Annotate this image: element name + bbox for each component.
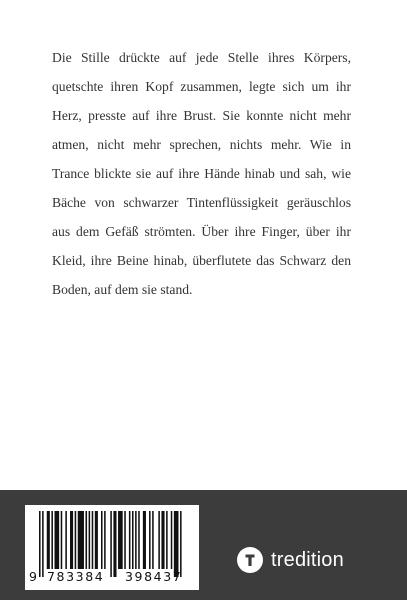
barcode-bar: [42, 511, 44, 577]
barcode-bar: [174, 511, 179, 577]
publisher-name: tredition: [271, 548, 344, 571]
barcode-bar: [118, 511, 123, 569]
barcode-bar: [75, 511, 77, 569]
barcode-bar: [129, 511, 131, 569]
barcode-bar: [89, 511, 91, 569]
barcode-bar: [101, 511, 103, 569]
barcode-bar: [161, 511, 164, 569]
barcode-bar: [171, 511, 173, 569]
isbn-left-group: 783384: [47, 569, 105, 584]
barcode-bar: [152, 511, 154, 569]
barcode-bar: [39, 511, 41, 577]
blurb-text: Die Stille drückte auf jede Stelle ihres Körpers, quetschte ihren Kopf zusammen, legte sich um ihr Herz, presste auf ihre Brust. Sie konnte nicht mehr atmen, nicht mehr sprechen, nichts mehr. Wie in Trance blickte sie auf ihre Hände hinab und sah, wie Bäche von schwarzer Tintenflüssigkeit geräuschlos aus dem Gefäß strömten. Über ihre Finger, über ihr Kleid, ihre Beine hinab, überflutete das Schwarz den Boden, auf dem sie stand.: [52, 50, 351, 297]
isbn-first-digit: 9: [29, 569, 37, 584]
barcode-bar: [92, 511, 94, 569]
barcode-bar: [70, 511, 73, 569]
barcode-bar: [55, 511, 60, 569]
isbn-barcode: [25, 505, 199, 590]
tredition-logo-icon: [237, 547, 263, 573]
isbn-right-group: 398437: [125, 569, 183, 584]
barcode-bar: [65, 511, 67, 569]
barcode-bar: [149, 511, 151, 569]
barcode-bar: [51, 511, 53, 569]
barcode-bar: [180, 511, 182, 577]
barcode-bar: [138, 511, 140, 569]
barcode-bar: [61, 511, 63, 569]
barcode-bar: [104, 511, 106, 569]
barcode-bar: [158, 511, 160, 569]
barcode-bar: [78, 511, 84, 569]
barcode-bar: [143, 511, 146, 569]
barcode-bar: [135, 511, 137, 569]
barcode-bar: [110, 511, 112, 577]
barcode-bar: [124, 511, 126, 569]
barcode-bar: [95, 511, 98, 569]
barcode-bar: [113, 511, 116, 577]
barcode-bar: [86, 511, 88, 569]
barcode-bar: [47, 511, 50, 569]
barcode-bar: [166, 511, 168, 569]
barcode-bar: [132, 511, 134, 569]
publisher-brand: [237, 545, 344, 575]
